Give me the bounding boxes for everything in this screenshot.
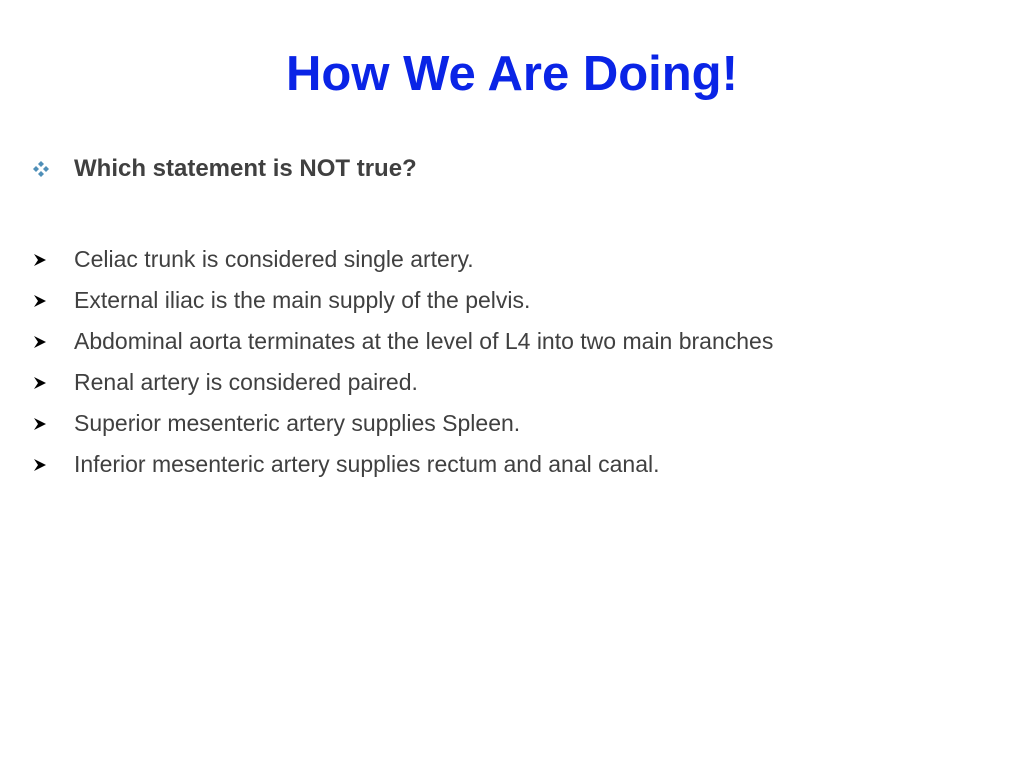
option-text: Superior mesenteric artery supplies Spleen. [74, 410, 521, 436]
arrowhead-icon [32, 416, 48, 432]
list-item [32, 321, 773, 362]
option-text: Abdominal aorta terminates at the level of L4 into two main branches [74, 328, 774, 354]
arrowhead-icon [32, 293, 48, 309]
list-item [32, 280, 773, 321]
list-item [32, 239, 773, 280]
option-text: Celiac trunk is considered single artery. [74, 246, 474, 272]
list-item [32, 444, 773, 485]
question-text: Which statement is NOT true? [74, 155, 417, 182]
question-row [32, 152, 417, 186]
answer-options-list [32, 239, 773, 485]
arrowhead-icon [32, 375, 48, 391]
slide-title: How We Are Doing! [286, 47, 738, 101]
arrowhead-icon [32, 457, 48, 473]
option-text: Inferior mesenteric artery supplies rectum and anal canal. [74, 451, 660, 477]
four-diamond-icon [32, 160, 50, 178]
option-text: Renal artery is considered paired. [74, 369, 418, 395]
list-item [32, 362, 773, 403]
arrowhead-icon [32, 334, 48, 350]
list-item [32, 403, 773, 444]
option-text: External iliac is the main supply of the pelvis. [74, 287, 531, 313]
arrowhead-icon [32, 252, 48, 268]
